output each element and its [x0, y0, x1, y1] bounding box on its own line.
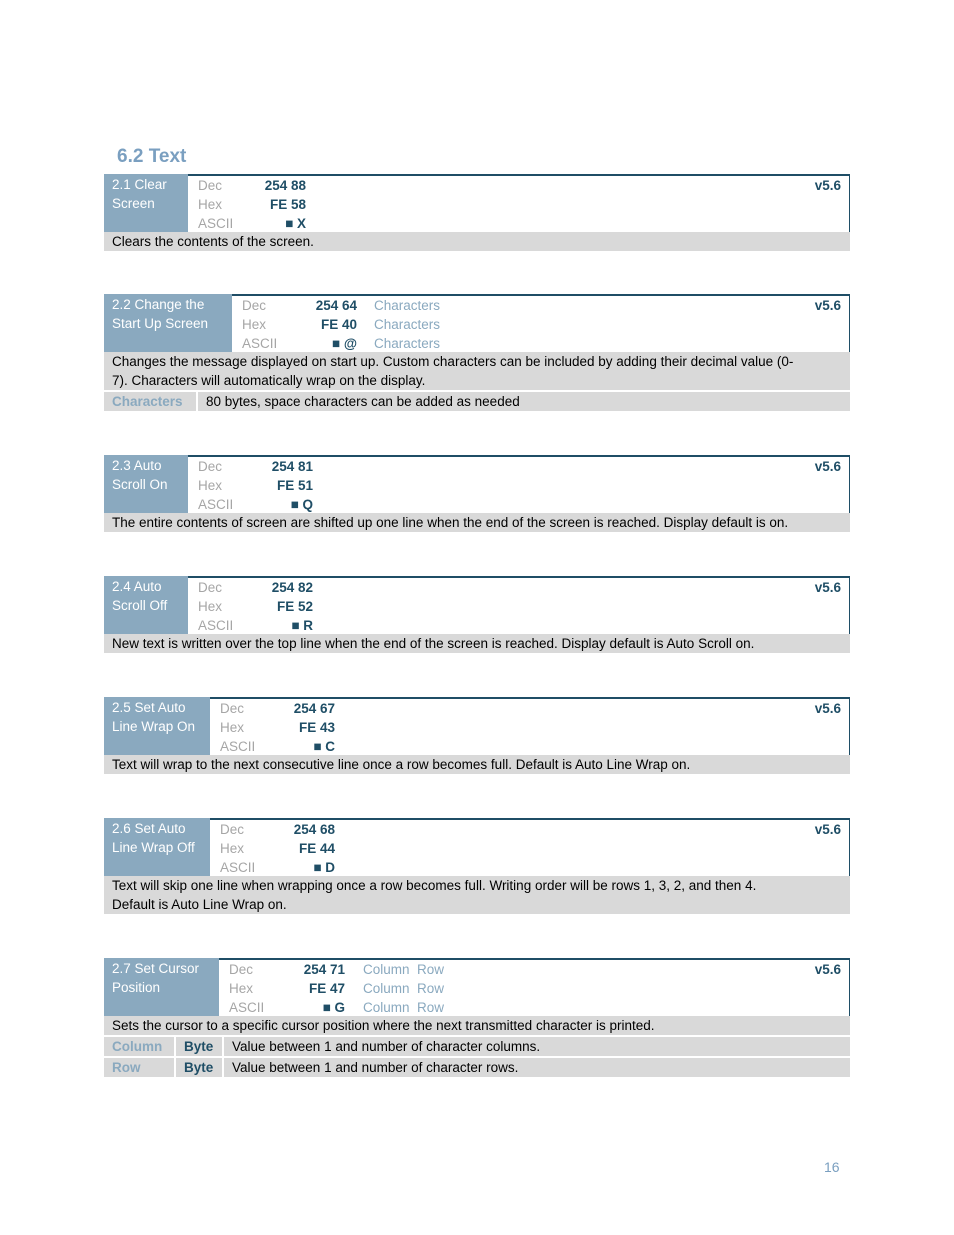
ascii-params: Column Row [363, 1000, 445, 1015]
ascii-label: ASCII [229, 1000, 265, 1015]
ascii-value: ■ X [285, 216, 306, 231]
dec-params: Column Row [363, 962, 445, 977]
dec-value: 254 68 [293, 822, 335, 837]
hex-label: Hex [198, 197, 223, 212]
parameter-name: Characters [104, 392, 198, 411]
command-change-startup-screen [104, 294, 850, 411]
dec-label: Dec [220, 701, 245, 716]
parameter-type: Byte [176, 1037, 224, 1056]
hex-label: Hex [198, 599, 223, 614]
parameter-name: Row [104, 1058, 176, 1077]
command-description: The entire contents of screen are shifted up one line when the end of the screen is reached. Display default is on. [104, 513, 850, 532]
dec-value: 254 88 [264, 178, 306, 193]
command-auto-line-wrap-on [104, 697, 850, 774]
hex-label: Hex [220, 841, 245, 856]
dec-label: Dec [229, 962, 254, 977]
ascii-label: ASCII [220, 860, 256, 875]
parameter-type: Byte [176, 1058, 224, 1077]
parameter-name: Column [104, 1037, 176, 1056]
description-line1: Changes the message displayed on start up. Custom characters can be included by adding their decimal value (0- [112, 354, 794, 369]
description-line2: 7). Characters will automatically wrap on the display. [112, 373, 426, 388]
version: v5.6 [814, 822, 841, 837]
command-description: Sets the cursor to a specific cursor position where the next transmitted character is printed. [104, 1016, 850, 1035]
hex-value: FE 47 [308, 981, 345, 996]
version: v5.6 [814, 459, 841, 474]
hex-params: Column Row [363, 981, 445, 996]
ascii-label: ASCII [198, 618, 234, 633]
ascii-label: ASCII [198, 216, 234, 231]
command-name-line1: 2.7 Set Cursor [112, 961, 200, 976]
command-name [104, 294, 232, 352]
command-name-line1: 2.1 Clear [112, 177, 167, 192]
parameter-row [104, 392, 850, 411]
ascii-value: ■ D [313, 860, 335, 875]
dec-label: Dec [242, 298, 267, 313]
hex-value: FE 52 [276, 599, 313, 614]
command-clear-screen [104, 174, 850, 251]
hex-value: FE 58 [269, 197, 306, 212]
dec-value: 254 82 [271, 580, 313, 595]
description-line1: Text will skip one line when wrapping once a row becomes full. Writing order will be rows 1, 3, 2, and then 4. [112, 878, 757, 893]
hex-value: FE 51 [276, 478, 313, 493]
command-name-line1: 2.5 Set Auto [112, 700, 186, 715]
hex-label: Hex [220, 720, 245, 735]
command-name-line2: Line Wrap Off [112, 840, 195, 855]
parameter-description: Value between 1 and number of character columns. [232, 1039, 541, 1054]
dec-value: 254 81 [271, 459, 313, 474]
command-name-line1: 2.3 Auto [112, 458, 162, 473]
command-name-line2: Scroll Off [112, 598, 168, 613]
dec-value: 254 67 [293, 701, 335, 716]
command-name-line1: 2.2 Change the [112, 297, 205, 312]
command-name [104, 818, 210, 876]
command-description: New text is written over the top line when the end of the screen is reached. Display default is Auto Scroll on. [104, 634, 850, 653]
parameter-description: 80 bytes, space characters can be added as needed [206, 394, 520, 409]
command-description [104, 876, 850, 914]
version: v5.6 [814, 701, 841, 716]
hex-label: Hex [242, 317, 267, 332]
parameter-description: Value between 1 and number of character rows. [232, 1060, 519, 1075]
ascii-value: ■ R [291, 618, 313, 633]
parameter-row-column [104, 1037, 850, 1056]
command-name [104, 174, 188, 232]
version: v5.6 [814, 580, 841, 595]
command-name-line1: 2.4 Auto [112, 579, 162, 594]
command-name-line1: 2.6 Set Auto [112, 821, 186, 836]
dec-value: 254 71 [303, 962, 345, 977]
command-name-line2: Screen [112, 196, 155, 211]
version: v5.6 [814, 298, 841, 313]
command-name [104, 697, 210, 755]
command-name [104, 958, 219, 1016]
page-number: 16 [824, 1159, 840, 1175]
dec-label: Dec [220, 822, 245, 837]
hex-label: Hex [229, 981, 254, 996]
command-auto-scroll-off [104, 576, 850, 653]
dec-label: Dec [198, 178, 223, 193]
command-description [104, 352, 850, 390]
dec-value: 254 64 [315, 298, 357, 313]
command-set-cursor-position [104, 958, 850, 1077]
command-auto-line-wrap-off [104, 818, 850, 914]
section-title: 6.2 Text [117, 146, 187, 167]
ascii-value: ■ Q [290, 497, 313, 512]
ascii-label: ASCII [220, 739, 256, 754]
command-description: Text will wrap to the next consecutive line once a row becomes full. Default is Auto Line Wrap on. [104, 755, 850, 774]
command-name-line2: Position [112, 980, 161, 995]
ascii-params: Characters [374, 336, 441, 351]
parameter-row-row [104, 1058, 850, 1077]
command-name-line2: Line Wrap On [112, 719, 196, 734]
dec-label: Dec [198, 459, 223, 474]
ascii-value: ■ C [313, 739, 335, 754]
hex-value: FE 43 [298, 720, 335, 735]
version: v5.6 [814, 178, 841, 193]
ascii-value: ■ @ [331, 336, 357, 351]
dec-label: Dec [198, 580, 223, 595]
dec-params: Characters [374, 298, 441, 313]
command-name-line2: Scroll On [112, 477, 168, 492]
version: v5.6 [814, 962, 841, 977]
command-auto-scroll-on [104, 455, 850, 532]
ascii-label: ASCII [198, 497, 234, 512]
command-description: Clears the contents of the screen. [104, 232, 850, 251]
ascii-label: ASCII [242, 336, 278, 351]
hex-value: FE 40 [320, 317, 357, 332]
command-name [104, 455, 188, 513]
description-line2: Default is Auto Line Wrap on. [112, 897, 287, 912]
hex-params: Characters [374, 317, 441, 332]
command-name-line2: Start Up Screen [112, 316, 209, 331]
ascii-value: ■ G [322, 1000, 345, 1015]
hex-label: Hex [198, 478, 223, 493]
hex-value: FE 44 [298, 841, 335, 856]
command-name [104, 576, 188, 634]
